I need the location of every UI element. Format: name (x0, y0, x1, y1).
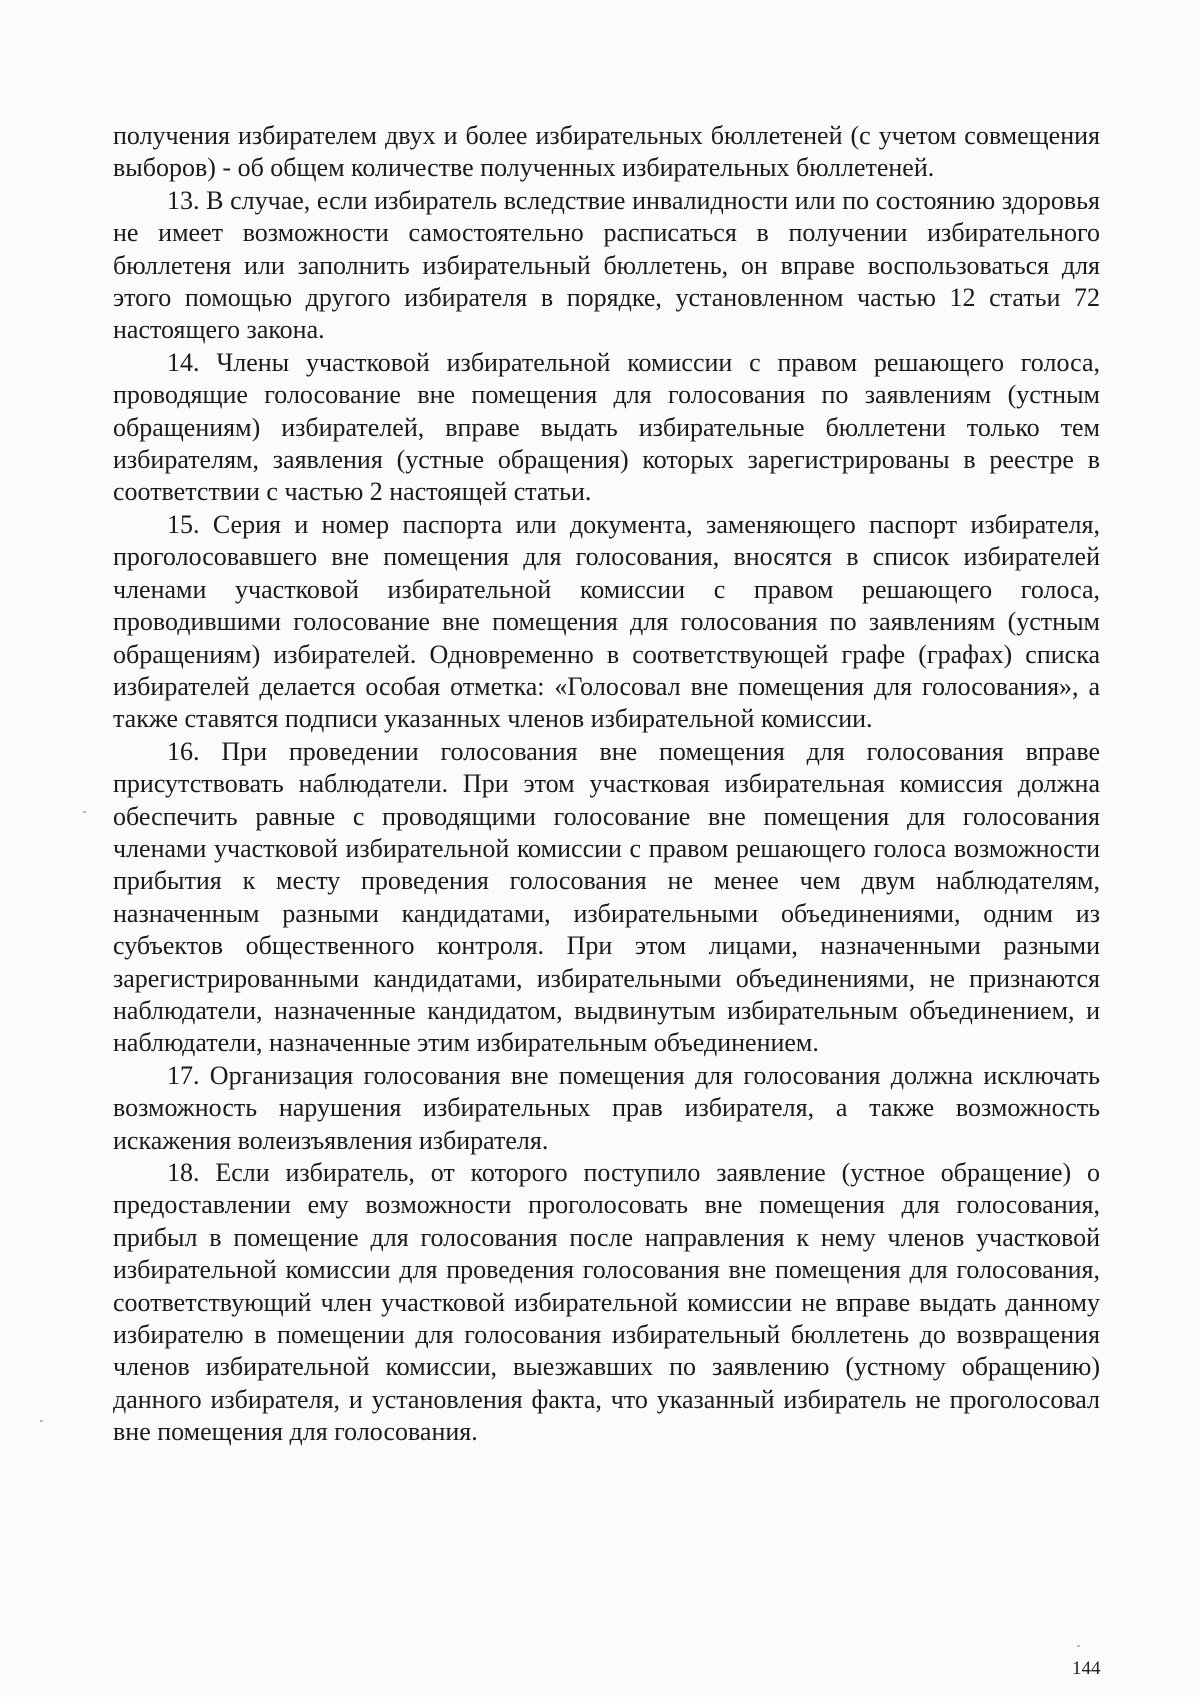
paragraph-13: 13. В случае, если избиратель вследствие инвалидности или по состоянию здоровья не имеет возможности самостоятельно расписаться в получении избирательного бюллетеня или заполнить избирательный бюллетень, он вправе воспользоваться для этого помощью другого избирателя в порядке, установленном частью 12 статьи 72 настоящего закона. (113, 185, 1100, 345)
document-body (113, 120, 1100, 1449)
scan-speck (83, 811, 86, 813)
paragraph-17: 17. Организация голосования вне помещения для голосования должна исключать возможность нарушения избирательных прав избирателя, а также возможность искажения волеизъявления избирателя. (113, 1060, 1100, 1155)
paragraph-continuation: получения избирателем двух и более избирательных бюллетеней (с учетом совмещения выборов) - об общем количестве полученных избирательных бюллетеней. (113, 121, 1100, 183)
paragraph-16: 16. При проведении голосования вне помещения для голосования вправе присутствовать наблюдатели. При этом участковая избирательная комиссия должна обеспечить равные с проводящими голосование вне помещения для голосования членами участковой избирательной комиссии с правом решающего голоса возможности прибытия к месту проведения голосования не менее чем двум наблюдателям, назначенным разными кандидатами, избирательными объединениями, одним из субъектов общественного контроля. При этом лицами, назначенными разными зарегистрированными кандидатами, избирательными объединениями, не признаются наблюдатели, назначенные кандидатом, выдвинутым избирательным объединением, и наблюдатели, назначенные этим избирательным объединением. (113, 736, 1100, 1058)
paragraph-18: 18. Если избиратель, от которого поступило заявление (устное обращение) о предоставлении ему возможности проголосовать вне помещения для голосования, прибыл в помещение для голосования после направления к нему членов участковой избирательной комиссии для проведения голосования вне помещения для голосования, соответствующий член участковой избирательной комиссии не вправе выдать данному избирателю в помещении для голосования избирательный бюллетень до возвращения членов избирательной комиссии, выезжавших по заявлению (устному обращению) данного избирателя, и установления факта, что указанный избиратель не проголосовал вне помещения для голосования. (113, 1158, 1100, 1447)
scan-speck (40, 1420, 43, 1422)
paragraph-14: 14. Члены участковой избирательной комиссии с правом решающего голоса, проводящие голосование вне помещения для голосования по заявлениям (устным обращениям) избирателей, вправе выдать избирательные бюллетени только тем избирателям, заявления (устные обращения) которых зарегистрированы в реестре в соответствии с частью 2 настоящей статьи. (113, 347, 1100, 507)
page-number: 144 (1072, 1658, 1101, 1679)
paragraph-15: 15. Серия и номер паспорта или документа, заменяющего паспорт избирателя, проголосовавшего вне помещения для голосования, вносятся в список избирателей членами участковой избирательной комиссии с правом решающего голоса, проводившими голосование вне помещения для голосования по заявлениям (устным обращениям) избирателей. Одновременно в соответствующей графе (графах) списка избирателей делается особая отметка: «Голосовал вне помещения для голосования», а также ставятся подписи указанных членов избирательной комиссии. (113, 509, 1100, 734)
scan-speck (1077, 1645, 1080, 1647)
